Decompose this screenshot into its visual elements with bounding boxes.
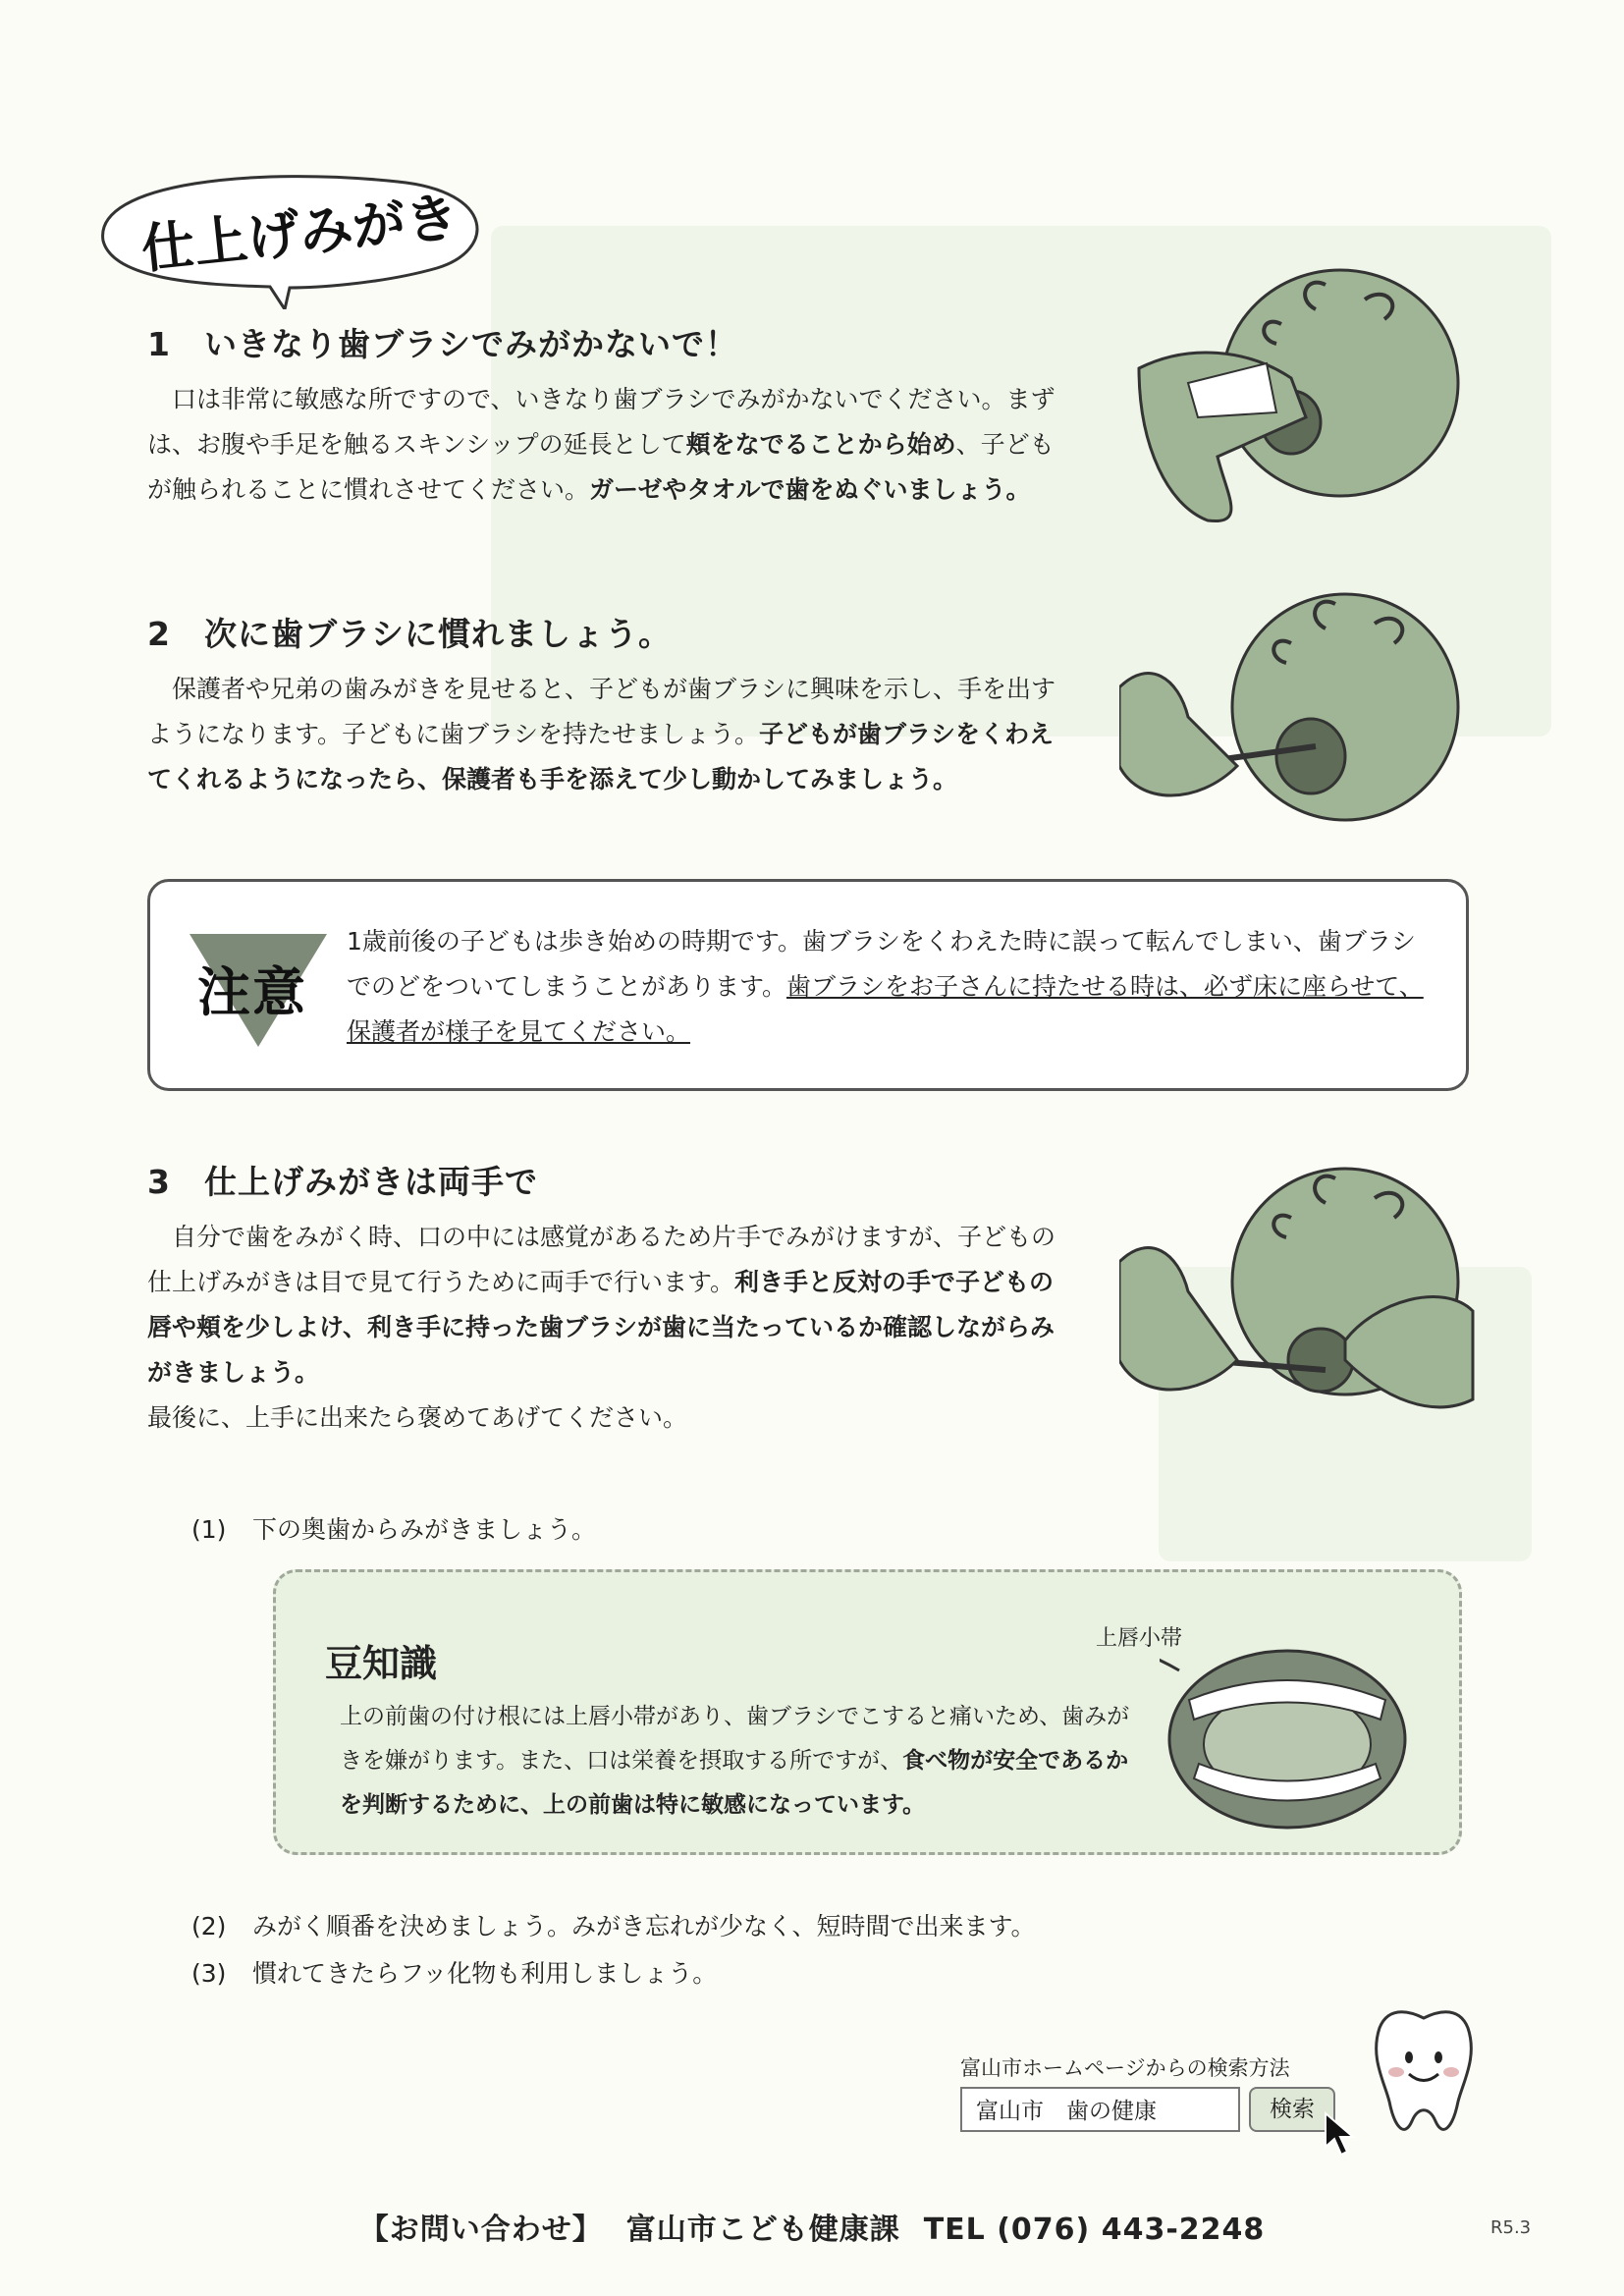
- section-body: [147, 1215, 1070, 1395]
- search-caption: 富山市ホームページからの検索方法: [960, 2056, 1290, 2080]
- section-2: [147, 609, 1070, 802]
- body-text-bold: ガーゼやタオルで歯をぬぐいましょう。: [589, 475, 1031, 504]
- body-text-bold: 利き手と反対の手で子どもの唇や頬を少しよけ、利き手に持った歯ブラシが歯に当たっているか確認しながらみがきましょう。: [147, 1268, 1056, 1387]
- caution-text-plain: 1歳前後の子どもは歩き始めの時期です。歯ブラシをくわえた時に誤って転んでしまい、歯ブラシでのどをついてしまうことがあります。: [347, 927, 1416, 1001]
- contact-phone: TEL (076) 443-2248: [923, 2213, 1266, 2247]
- section-last-line: 最後に、上手に出来たら褒めてあげてください。: [147, 1403, 688, 1432]
- section-heading: 1 いきなり歯ブラシでみがかないで！: [147, 325, 738, 363]
- diagram-label: 上唇小帯: [1096, 1626, 1183, 1651]
- body-text: 自分で歯をみがく時、口の中には感覚があるため片手でみがけますが、子どもの仕上げみがきは目で見て行うために両手で行います。: [147, 1223, 1056, 1296]
- caution-box: [147, 879, 1469, 1091]
- step-number: (3): [191, 1959, 227, 1988]
- body-text: 口は非常に敏感な所ですので、いきなり歯ブラシでみがかないでください。まずは、お腹や手足を触るスキンシップの延長として: [147, 385, 1056, 459]
- document-code: R5.3: [1490, 2217, 1532, 2238]
- caution-label: 注意: [197, 961, 307, 1023]
- mouse-cursor-icon: [1324, 2111, 1363, 2157]
- step-item-2: [191, 1907, 1036, 1942]
- step-item-3: [191, 1954, 717, 1990]
- step-number: (1): [191, 1515, 227, 1544]
- section-3: [147, 1157, 1070, 1441]
- contact-department: 富山市こども健康課: [625, 2213, 900, 2247]
- caution-text: [347, 919, 1436, 1055]
- section-heading: 3 仕上げみがきは両手で: [147, 1163, 538, 1201]
- page-title: 仕上げみがき: [138, 186, 461, 281]
- section-1: [147, 319, 1070, 513]
- parent-brushing-illustration: [1119, 1144, 1483, 1439]
- tooth-mascot-icon: [1365, 2003, 1483, 2141]
- trivia-text-plain: 上の前歯の付け根には上唇小帯があり、歯ブラシでこすると痛いため、歯みがきを嫌がります。また、口は栄養を摂取する所ですが、: [340, 1704, 1130, 1774]
- step-text: みがく順番を決めましょう。みがき忘れが少なく、短時間で出来ます。: [252, 1912, 1036, 1941]
- body-text-bold: 頬をなでることから始め: [685, 430, 956, 459]
- baby-toothbrush-illustration: [1119, 570, 1483, 854]
- step-number: (2): [191, 1912, 227, 1941]
- section-heading: 2 次に歯ブラシに慣れましょう。: [147, 615, 672, 653]
- contact-label: 【お問い合わせ】: [358, 2213, 603, 2247]
- body-text: 、子どもが触られることに慣れさせてください。: [147, 430, 1055, 504]
- mouth-diagram: [1160, 1641, 1415, 1837]
- trivia-title: 豆知識: [325, 1642, 438, 1685]
- step-text: 慣れてきたらフッ化物も利用しましょう。: [252, 1959, 718, 1988]
- contact-footer: [0, 2205, 1624, 2248]
- section-body: [147, 667, 1070, 802]
- search-button[interactable]: 検索: [1249, 2087, 1335, 2132]
- search-input[interactable]: 富山市 歯の健康: [960, 2087, 1240, 2132]
- body-text: 保護者や兄弟の歯みがきを見せると、子どもが歯ブラシに興味を示し、手を出すようになります。子どもに歯ブラシを持たせましょう。: [147, 675, 1056, 748]
- caution-text-underlined: 歯ブラシをお子さんに持たせる時は、必ず床に座らせて、保護者が様子を見てください。: [347, 972, 1424, 1046]
- step-item-1: [191, 1510, 596, 1546]
- baby-gauze-illustration: [1129, 250, 1483, 535]
- background-watermark: [590, 64, 1570, 133]
- step-text: 下の奥歯からみがきましょう。: [252, 1515, 597, 1544]
- title-bubble: [83, 162, 496, 309]
- trivia-box: [273, 1569, 1462, 1855]
- trivia-text-bold: 食べ物が安全であるかを判断するために、上の前歯は特に敏感になっています。: [340, 1748, 1129, 1818]
- body-text-bold: 子どもが歯ブラシをくわえてくれるようになったら、保護者も手を添えて少し動かしてみましょう。: [147, 720, 1055, 793]
- trivia-text: [340, 1695, 1145, 1828]
- section-body: [147, 377, 1070, 513]
